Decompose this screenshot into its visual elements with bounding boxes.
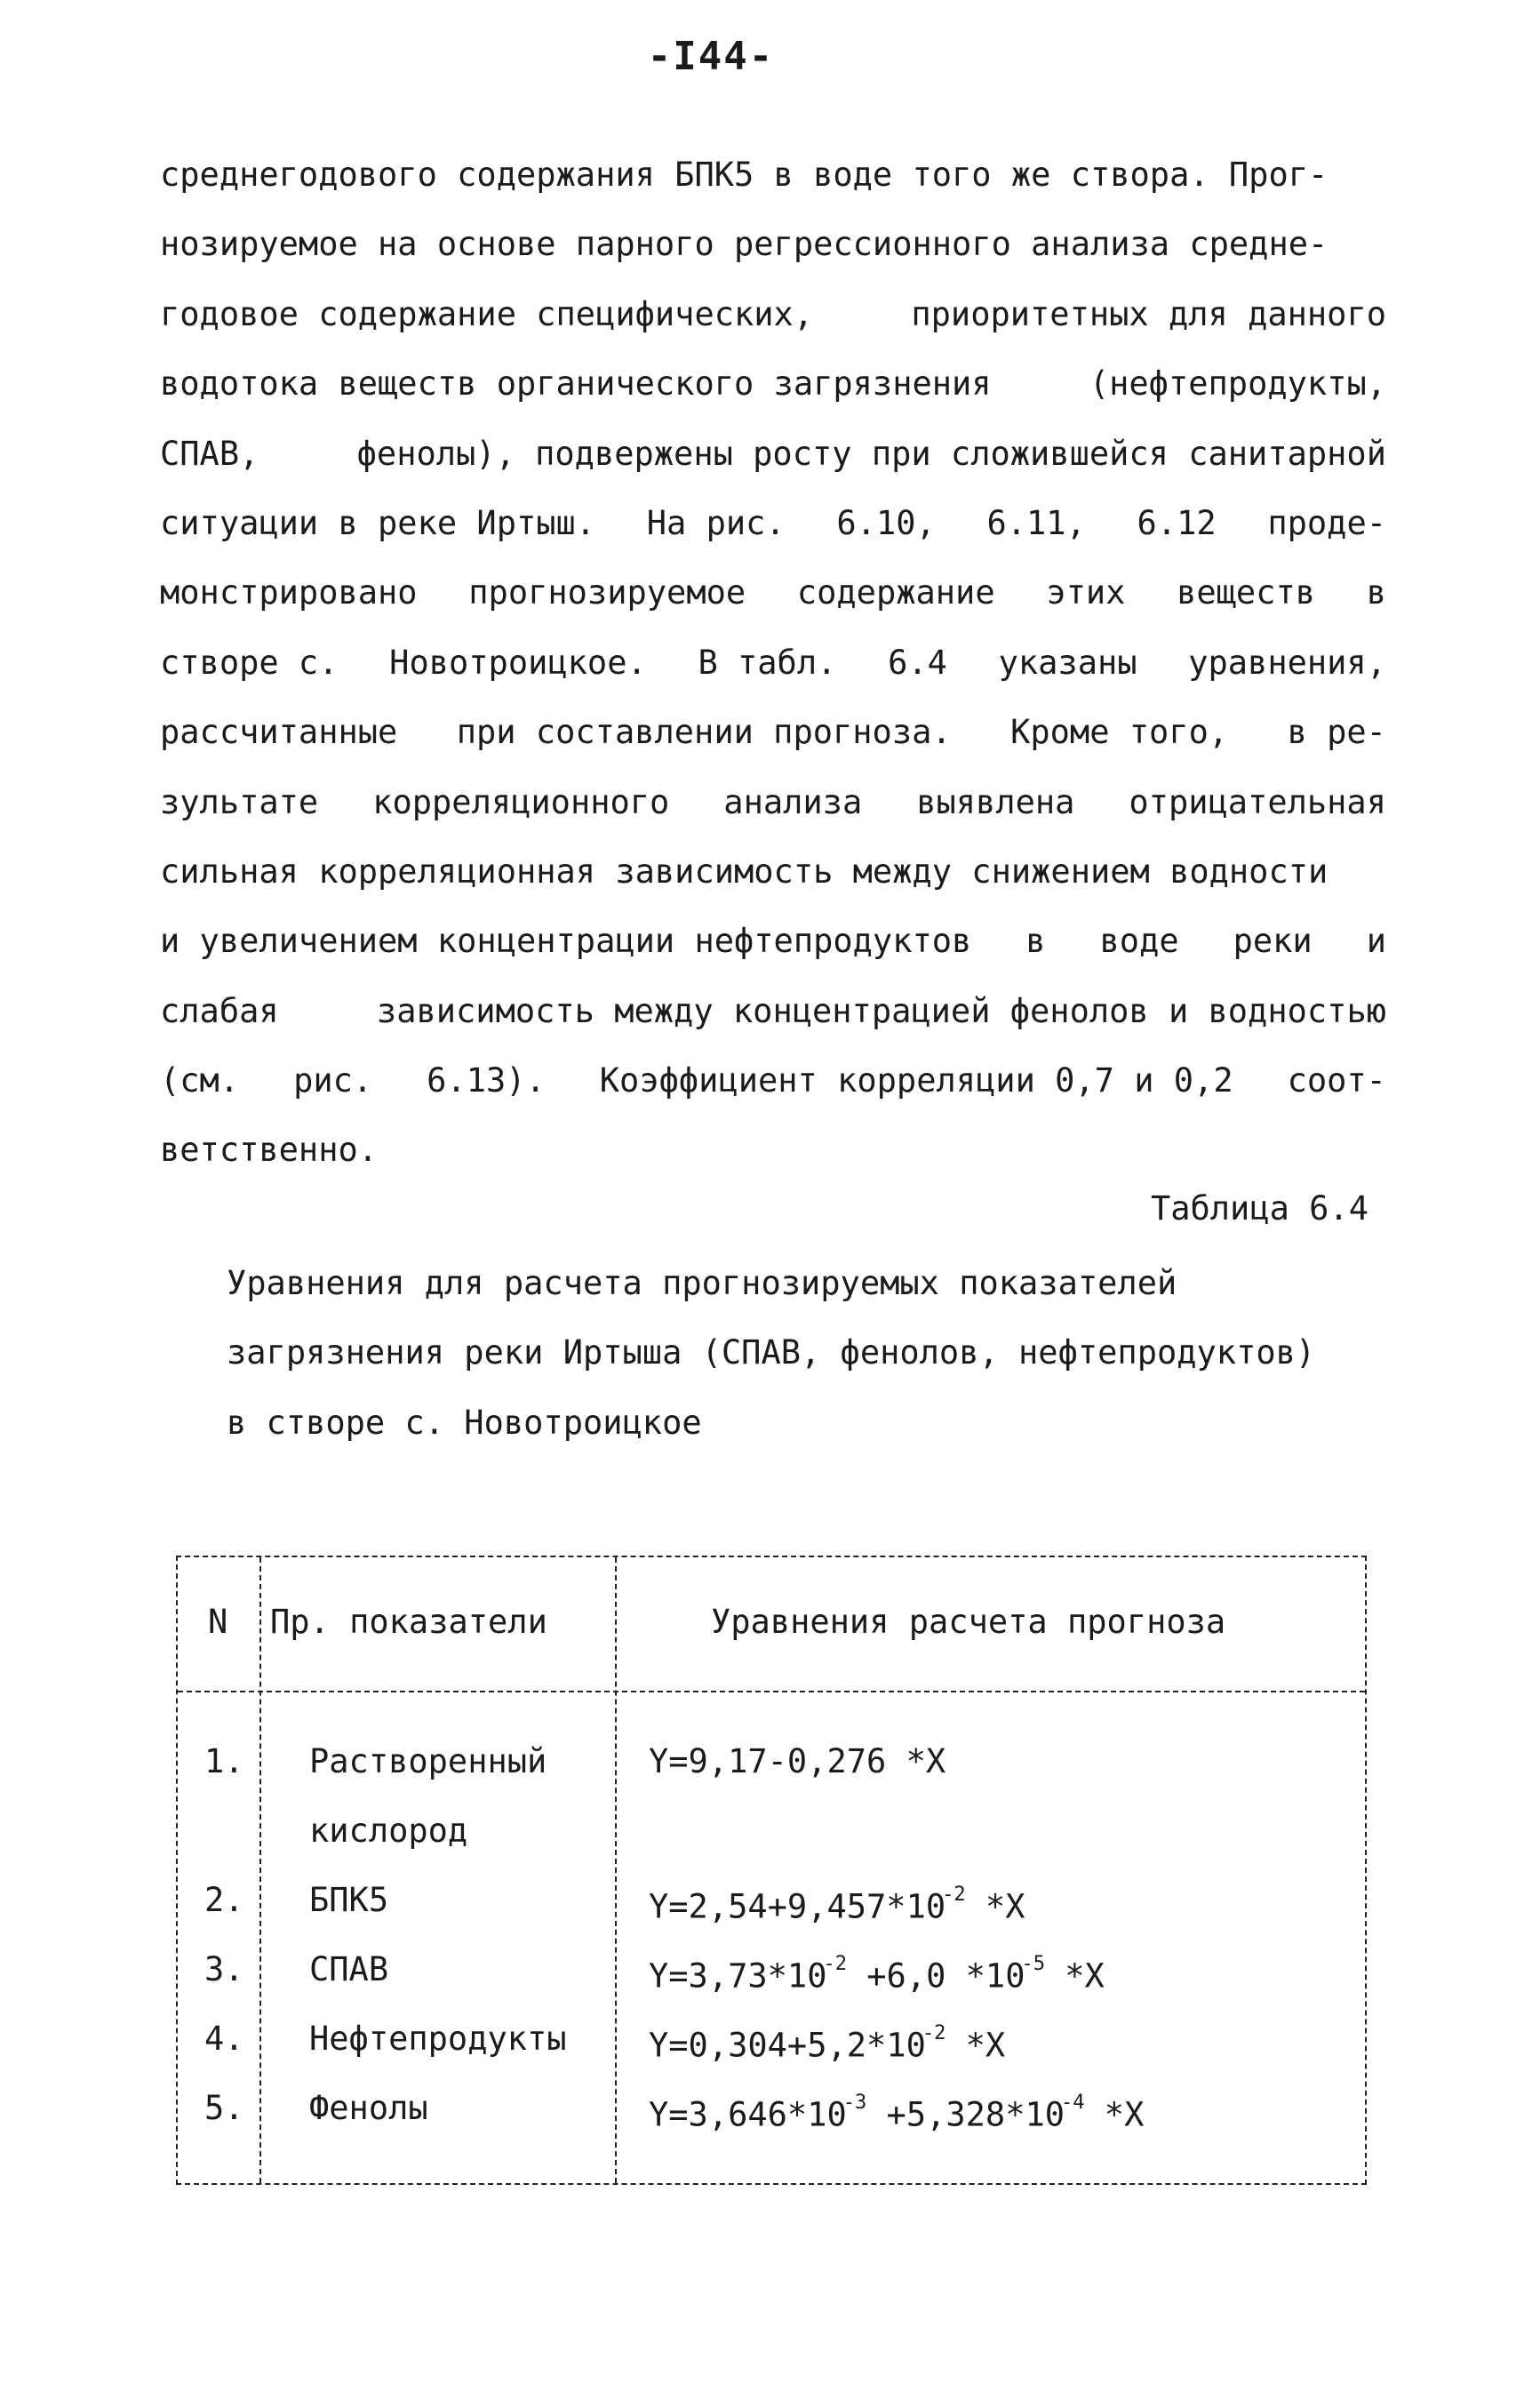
text-segment: створе с. xyxy=(160,643,339,682)
text-segment: На рис. xyxy=(646,503,786,542)
row-number: 3. xyxy=(204,1950,244,1988)
row-equation xyxy=(649,2017,1005,2068)
text-segment: Кроме того, xyxy=(1010,713,1229,752)
text-line xyxy=(160,280,1386,349)
equation-part: *X xyxy=(1084,2095,1145,2134)
text-segment: В табл. xyxy=(698,643,837,682)
equations-table xyxy=(176,1556,1367,2185)
table-title-line: Уравнения для расчета прогнозируемых показателей xyxy=(227,1264,1177,1302)
row-number: 4. xyxy=(204,2020,244,2058)
table-caption-number: Таблица 6.4 xyxy=(1150,1189,1368,1228)
text-segment: отрицательная xyxy=(1129,782,1386,821)
text-segment: зависимость между концентрацией фенолов и водностью xyxy=(376,991,1386,1030)
table-title-line: в створе с. Новотроицкое xyxy=(227,1403,702,1442)
text-segment: рис. xyxy=(293,1061,373,1100)
row-indicator: БПК5 xyxy=(309,1881,389,1919)
text-segment: анализа xyxy=(723,782,863,821)
row-indicator: Нефтепродукты xyxy=(309,2020,567,2058)
equation-part: *X xyxy=(1044,1956,1105,1996)
text-segment: проде- xyxy=(1267,503,1386,542)
header-indicator: Пр. показатели xyxy=(270,1603,547,1641)
text-segment: монстрировано xyxy=(160,573,418,612)
text-segment: (см. xyxy=(160,1061,240,1100)
row-indicator: СПАВ xyxy=(309,1950,389,1988)
text-segment: сильная корреляционная зависимость между снижением водности xyxy=(160,852,1329,891)
table-title xyxy=(227,1249,1382,1458)
row-equation xyxy=(649,1948,1105,1998)
text-segment: Новотроицкое. xyxy=(389,643,647,682)
header-equation: Уравнения расчета прогноза xyxy=(711,1603,1226,1641)
text-segment: и увеличением концентрации нефтепродуктов xyxy=(160,922,972,961)
text-segment: уравнения, xyxy=(1188,643,1386,682)
equation-part: +6,0 *10 xyxy=(846,1956,1025,1996)
text-segment: нозируемое на основе парного регрессионного анализа средне- xyxy=(160,225,1329,264)
text-segment: 6.12 xyxy=(1137,503,1217,542)
text-segment: указаны xyxy=(998,643,1137,682)
body-text xyxy=(160,140,1386,1186)
text-segment: в xyxy=(1366,573,1386,612)
text-line xyxy=(160,210,1386,279)
text-segment: ветственно. xyxy=(160,1131,379,1170)
text-line xyxy=(160,977,1386,1046)
header-separator xyxy=(178,1691,1365,1692)
header-n: N xyxy=(208,1603,228,1641)
text-line xyxy=(160,628,1386,698)
page-number: -I44- xyxy=(647,34,775,79)
row-number: 5. xyxy=(204,2089,244,2127)
text-line xyxy=(160,1116,1386,1185)
exponent: -2 xyxy=(922,2022,946,2044)
column-divider xyxy=(259,1557,261,2183)
text-line xyxy=(160,140,1386,210)
text-segment: и xyxy=(1366,922,1386,961)
exponent: -2 xyxy=(823,1953,847,1975)
equation-part: Y=9,17-0,276 *X xyxy=(649,1742,946,1780)
text-line xyxy=(160,420,1386,489)
text-segment: воде xyxy=(1099,922,1179,961)
text-line xyxy=(160,1046,1386,1116)
text-segment: годовое содержание специфических, xyxy=(160,294,814,333)
exponent: -5 xyxy=(1021,1953,1045,1975)
row-indicator-continued: кислород xyxy=(309,1812,468,1850)
text-segment: слабая xyxy=(160,991,279,1030)
row-number: 2. xyxy=(204,1881,244,1919)
text-segment: 6.4 xyxy=(888,643,947,682)
text-segment: корреляционного xyxy=(372,782,670,821)
text-segment: СПАВ, xyxy=(160,434,259,473)
text-segment: соот- xyxy=(1287,1061,1386,1100)
text-segment: этих xyxy=(1046,573,1126,612)
text-segment: фенолы), подвержены росту при сложившейся санитарной xyxy=(356,434,1386,473)
text-segment: при составлении прогноза. xyxy=(456,713,952,752)
row-indicator: Растворенный xyxy=(309,1742,547,1780)
text-line xyxy=(160,349,1386,419)
text-segment: рассчитанные xyxy=(160,713,398,752)
equation-part: *X xyxy=(965,1887,1025,1926)
row-number: 1. xyxy=(204,1742,244,1780)
text-line xyxy=(160,489,1386,558)
text-segment: в xyxy=(1025,922,1046,961)
equation-part: Y=0,304+5,2*10 xyxy=(649,2026,926,2065)
table-title-line: загрязнения реки Иртыша (СПАВ, фенолов, нефтепродуктов) xyxy=(227,1333,1316,1372)
text-segment: прогнозируемое xyxy=(468,573,746,612)
equation-part: *X xyxy=(946,2026,1006,2065)
exponent: -3 xyxy=(842,2092,867,2114)
text-segment: ситуации в реке Иртыш. xyxy=(160,503,596,542)
text-segment: выявлена xyxy=(916,782,1075,821)
text-segment: содержание xyxy=(796,573,995,612)
text-segment: зультате xyxy=(160,782,319,821)
text-line xyxy=(160,558,1386,628)
equation-part: Y=3,646*10 xyxy=(649,2095,847,2134)
text-line xyxy=(160,698,1386,767)
text-segment: 6.11, xyxy=(986,503,1086,542)
text-segment: (нефтепродукты, xyxy=(1089,364,1386,404)
text-segment: водотока веществ органического загрязнения xyxy=(160,364,992,404)
equation-part: Y=2,54+9,457*10 xyxy=(649,1887,946,1926)
text-line xyxy=(160,768,1386,837)
text-segment: Коэффициент корреляции 0,7 и 0,2 xyxy=(599,1061,1233,1100)
text-line xyxy=(160,907,1386,976)
column-divider xyxy=(615,1557,617,2183)
row-equation xyxy=(649,1878,1025,1929)
text-segment: 6.13). xyxy=(427,1061,546,1100)
text-segment: веществ xyxy=(1177,573,1316,612)
text-segment: реки xyxy=(1233,922,1313,961)
row-equation xyxy=(649,1740,946,1784)
equation-part: Y=3,73*10 xyxy=(649,1956,827,1996)
text-segment: 6.10, xyxy=(836,503,936,542)
row-equation xyxy=(649,2086,1144,2137)
text-line xyxy=(160,837,1386,907)
text-segment: среднегодового содержания БПК5 в воде того же створа. Прог- xyxy=(160,156,1329,194)
equation-part: +5,328*10 xyxy=(866,2095,1065,2134)
exponent: -2 xyxy=(942,1884,966,1906)
text-segment: приоритетных для данного xyxy=(911,294,1386,333)
exponent: -4 xyxy=(1061,2092,1085,2114)
row-indicator: Фенолы xyxy=(309,2089,428,2127)
text-segment: в ре- xyxy=(1287,713,1386,752)
